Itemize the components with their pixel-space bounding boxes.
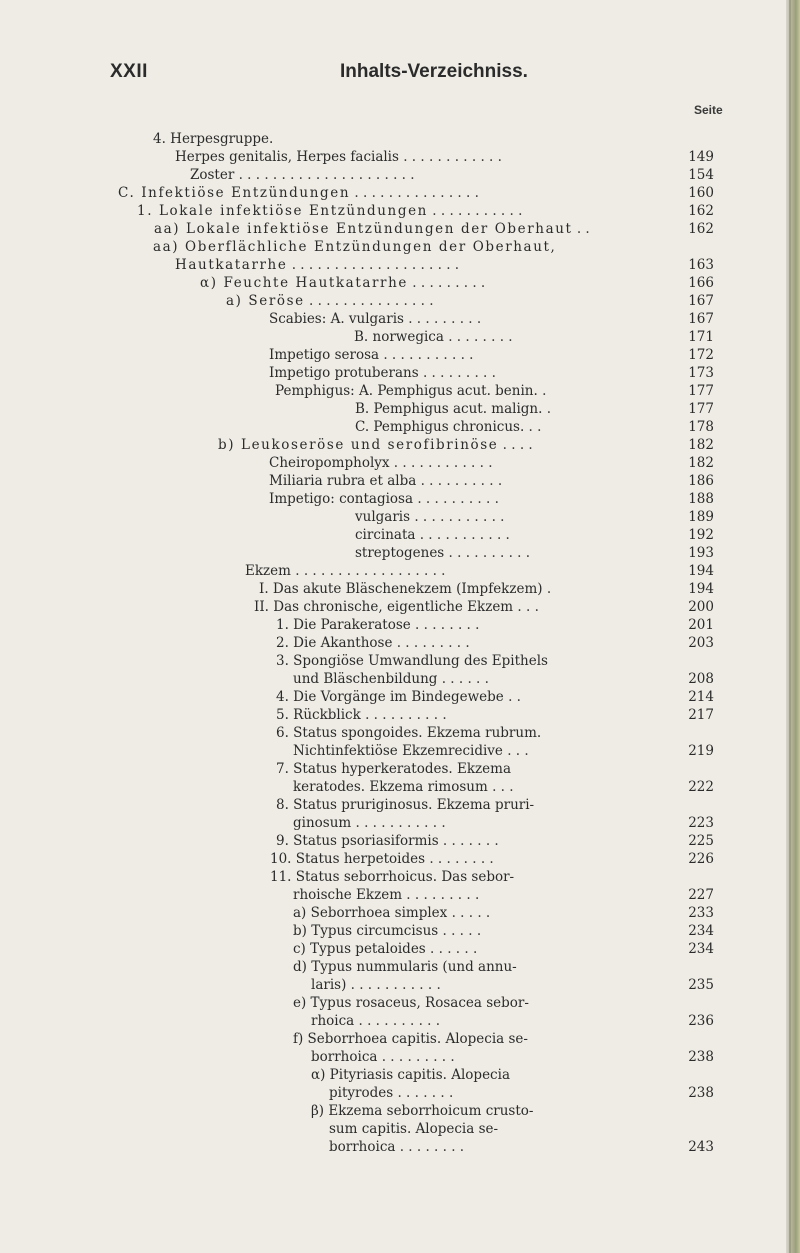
toc-entry — [355, 418, 541, 436]
toc-entry-leader-dots: . . . . . . . . . — [392, 635, 470, 651]
toc-entry-title: aa) Oberflächliche Entzündungen der Oberhaut, — [153, 239, 557, 255]
toc-entry-page-number: 236 — [688, 1013, 714, 1029]
toc-entry-leader-dots: . . . . . . . . . . . . . . . — [350, 185, 479, 201]
toc-entry-page-number: 182 — [688, 455, 714, 471]
toc-entry-title: 1. Lokale infektiöse Entzündungen — [137, 203, 428, 219]
toc-entry-page-number: 225 — [688, 833, 714, 849]
toc-entry-title: circinata — [355, 527, 416, 543]
toc-entry-leader-dots: . . . . . . . . . . . — [346, 977, 441, 993]
toc-entry — [259, 580, 551, 598]
toc-entry — [276, 634, 470, 652]
toc-entry-title: Pemphigus: A. Pemphigus acut. benin. — [275, 383, 538, 399]
toc-entry-page-number: 154 — [688, 167, 714, 183]
toc-entry-page-number: 188 — [688, 491, 714, 507]
toc-entry-title: C. Pemphigus chronicus. — [355, 419, 525, 435]
toc-entry — [293, 940, 477, 958]
toc-entry-title: B. norwegica — [354, 329, 444, 345]
toc-entry-title: laris) — [311, 977, 347, 993]
toc-entry-page-number: 193 — [688, 545, 714, 561]
toc-entry-page-number: 233 — [688, 905, 714, 921]
toc-entry-title: c) Typus petaloides — [293, 941, 426, 957]
toc-entry-leader-dots: . . . . . . . . . . . — [351, 815, 446, 831]
toc-entry-page-number: 235 — [688, 977, 714, 993]
toc-entry-title: 2. Die Akanthose — [276, 635, 393, 651]
toc-entry — [329, 1138, 464, 1156]
toc-entry — [269, 346, 473, 364]
toc-entry — [175, 148, 502, 166]
toc-entry-title: d) Typus nummularis (und annu- — [293, 959, 517, 975]
toc-entry — [293, 904, 490, 922]
toc-entry — [293, 670, 489, 688]
toc-entry-page-number: 238 — [688, 1085, 714, 1101]
toc-entry-leader-dots: . . . — [502, 743, 529, 759]
toc-entry-page-number: 243 — [688, 1139, 714, 1155]
toc-entry-title: I. Das akute Bläschenekzem (Impfekzem) — [259, 581, 543, 597]
toc-entry-page-number: 208 — [688, 671, 714, 687]
toc-entry — [276, 760, 511, 778]
toc-entry-leader-dots: . . . . . . . . — [443, 329, 513, 345]
toc-entry — [269, 454, 493, 472]
toc-entry-page-number: 172 — [688, 347, 714, 363]
toc-entry-title: a) Seröse — [226, 293, 305, 309]
toc-entry-page-number: 178 — [688, 419, 714, 435]
toc-entry — [311, 1012, 440, 1030]
toc-entry-title: B. Pemphigus acut. malign. — [355, 401, 543, 417]
toc-entry — [293, 1030, 528, 1048]
toc-entry-leader-dots: . . . . . . . . . . . — [415, 527, 510, 543]
toc-entry-title: 4. Herpesgruppe. — [153, 131, 274, 147]
toc-entry-leader-dots: . . . . . . . . . . . . — [398, 149, 502, 165]
toc-entry-title: Nichtinfektiöse Ekzemrecidive — [293, 743, 503, 759]
toc-entry-leader-dots: . . . . . . . . . . . — [379, 347, 474, 363]
toc-entry-leader-dots: . . . . . . . . . . . — [427, 203, 523, 219]
toc-entry-leader-dots: . . . . . . . . . . — [360, 707, 447, 723]
toc-entry-leader-dots: . . . . . . . — [438, 833, 499, 849]
toc-entry-title: 8. Status pruriginosus. Ekzema pruri- — [276, 797, 535, 813]
toc-entry — [276, 706, 447, 724]
toc-entry — [269, 310, 481, 328]
toc-entry-page-number: 160 — [688, 185, 714, 201]
toc-entry — [226, 292, 434, 310]
toc-entry — [293, 994, 529, 1012]
toc-entry-title: Impetigo serosa — [269, 347, 380, 363]
toc-entry-leader-dots: . . . . . . . . . . . . . . . — [304, 293, 434, 309]
toc-entry-page-number: 192 — [688, 527, 714, 543]
toc-entry — [269, 472, 502, 490]
toc-entry — [355, 400, 551, 418]
toc-entry — [276, 724, 541, 742]
toc-entry — [293, 814, 446, 832]
toc-entry-page-number: 149 — [688, 149, 714, 165]
toc-entry — [154, 220, 590, 238]
toc-entry — [200, 274, 485, 292]
toc-entry-leader-dots: . . . — [513, 599, 539, 615]
toc-entry-leader-dots: . . . . . . . . . — [377, 1049, 455, 1065]
toc-entry-page-number: 194 — [688, 581, 714, 597]
toc-entry-page-number: 167 — [688, 293, 714, 309]
toc-entry-page-number: 189 — [688, 509, 714, 525]
toc-entry-page-number: 219 — [688, 743, 714, 759]
toc-entry-title: Miliaria rubra et alba — [269, 473, 417, 489]
toc-entry-leader-dots: . . . . . . — [425, 941, 478, 957]
toc-entry-title: 11. Status seborrhoicus. Das sebor- — [270, 869, 515, 885]
toc-entry — [118, 184, 479, 202]
toc-entry-title: b) Leukoseröse und serofibrinöse — [218, 437, 499, 453]
toc-entry-leader-dots: . . . . . . . . . . . . — [389, 455, 493, 471]
toc-entry-page-number: 214 — [688, 689, 714, 705]
toc-entry-title: 5. Rückblick — [276, 707, 361, 723]
toc-entry — [311, 976, 441, 994]
toc-entry — [275, 382, 546, 400]
toc-entry-leader-dots: . . . . . — [447, 905, 491, 921]
toc-entry-page-number: 227 — [688, 887, 714, 903]
toc-entry-leader-dots: . . . . . . . . — [395, 1139, 465, 1155]
toc-entry-page-number: 167 — [688, 311, 714, 327]
toc-entry-title: rhoica — [311, 1013, 355, 1029]
toc-entry-page-number: 177 — [688, 383, 714, 399]
toc-entry-title: C. Infektiöse Entzündungen — [118, 185, 351, 201]
toc-entry-leader-dots: . . . . . . . — [393, 1085, 454, 1101]
toc-entry — [329, 1084, 453, 1102]
toc-entry — [218, 436, 533, 454]
toc-entry — [293, 886, 479, 904]
toc-entry — [153, 238, 556, 256]
toc-entry-page-number: 238 — [688, 1049, 714, 1065]
toc-entry — [137, 202, 522, 220]
toc-entry — [245, 562, 445, 580]
toc-entry-leader-dots: . . . . . . . . . — [418, 365, 496, 381]
toc-entry — [355, 508, 504, 526]
toc-entry-leader-dots: . . . . . . . . . — [407, 275, 486, 291]
toc-entry-page-number: 223 — [688, 815, 714, 831]
toc-entry-title: rhoische Ekzem — [293, 887, 402, 903]
toc-entry-title: Scabies: A. vulgaris — [269, 311, 404, 327]
toc-entry-page-number: 166 — [688, 275, 714, 291]
toc-entry-title: 6. Status spongoides. Ekzema rubrum. — [276, 725, 542, 741]
toc-entry-title: a) Seborrhoea simplex — [293, 905, 448, 921]
toc-entry-title: 9. Status psoriasiformis — [276, 833, 439, 849]
toc-entry-page-number: 200 — [688, 599, 714, 615]
toc-entry — [276, 832, 499, 850]
toc-entry-page-number: 234 — [688, 923, 714, 939]
toc-entry-title: Herpes genitalis, Herpes facialis — [175, 149, 399, 165]
toc-entry — [190, 166, 415, 184]
toc-entry-leader-dots: . . . . . . . . . . . . . . . . . . . . . — [234, 167, 415, 183]
toc-entry — [276, 796, 534, 814]
page-header — [0, 61, 780, 91]
toc-entry-title: II. Das chronische, eigentliche Ekzem — [254, 599, 514, 615]
toc-entry-title: f) Seborrhoea capitis. Alopecia se- — [293, 1031, 528, 1047]
page-title: Inhalts-Verzeichniss. — [340, 61, 528, 82]
toc-entry-title: Ekzem — [245, 563, 291, 579]
toc-entry-leader-dots: . . . — [487, 779, 514, 795]
toc-entry — [355, 526, 510, 544]
toc-entry-page-number: 162 — [688, 203, 714, 219]
toc-entry-title: vulgaris — [355, 509, 411, 525]
toc-entry-leader-dots: . . . . — [498, 437, 533, 453]
toc-entry-leader-dots: . . . . . . . . . . — [354, 1013, 441, 1029]
toc-entry-title: Impetigo protuberans — [269, 365, 419, 381]
toc-entry-title: 7. Status hyperkeratodes. Ekzema — [276, 761, 511, 777]
toc-entry-page-number: 217 — [688, 707, 714, 723]
toc-entry — [354, 328, 513, 346]
toc-entry-leader-dots: . . — [503, 689, 521, 705]
toc-entry-leader-dots: . . . . . . . . . . — [444, 545, 531, 561]
toc-entry-title: ginosum — [293, 815, 352, 831]
toc-entry-leader-dots: . . — [572, 221, 590, 237]
toc-entry-title: b) Typus circumcisus — [293, 923, 439, 939]
toc-entry-title: und Bläschenbildung — [293, 671, 438, 687]
toc-entry-leader-dots: . . . . . . . . . — [403, 311, 482, 327]
toc-entry — [276, 652, 548, 670]
toc-entry-page-number: 194 — [688, 563, 714, 579]
toc-entry-page-number: 201 — [688, 617, 714, 633]
toc-entry — [293, 922, 481, 940]
toc-entry — [293, 742, 529, 760]
toc-entry — [270, 868, 514, 886]
toc-entry — [276, 616, 479, 634]
toc-entry-title: borrhoica — [329, 1139, 396, 1155]
toc-entry-title: β) Ekzema seborrhoicum crusto- — [311, 1103, 534, 1119]
toc-entry-page-number: 222 — [688, 779, 714, 795]
toc-entry — [175, 256, 459, 274]
toc-entry-page-number: 171 — [688, 329, 714, 345]
toc-entry-leader-dots: . . . . . . . . — [425, 851, 494, 867]
toc-entry-title: Impetigo: contagiosa — [269, 491, 414, 507]
toc-entry-page-number: 173 — [688, 365, 714, 381]
toc-entry-page-number: 182 — [688, 437, 714, 453]
toc-entry-title: pityrodes — [329, 1085, 394, 1101]
toc-entry-leader-dots: . . . . . . — [437, 671, 489, 687]
toc-entry-leader-dots: . . — [524, 419, 542, 435]
toc-entry-page-number: 163 — [688, 257, 714, 273]
toc-entry-page-number: 177 — [688, 401, 714, 417]
toc-entry-title: streptogenes — [355, 545, 445, 561]
toc-entry-title: 4. Die Vorgänge im Bindegewebe — [276, 689, 504, 705]
toc-entry-leader-dots: . . . . . . . . . . . — [410, 509, 505, 525]
toc-entry-title: borrhoica — [311, 1049, 378, 1065]
seite-column-label: Seite — [694, 103, 723, 117]
page-number-roman: XXII — [110, 61, 148, 82]
toc-entry-page-number: 162 — [688, 221, 714, 237]
toc-entry — [311, 1102, 533, 1120]
toc-entry-page-number: 226 — [688, 851, 714, 867]
toc-entry — [311, 1048, 455, 1066]
toc-entry-title: 10. Status herpetoides — [270, 851, 426, 867]
toc-entry — [293, 778, 514, 796]
toc-entry-leader-dots: . . . . . . . . . . — [413, 491, 499, 507]
toc-entry — [311, 1066, 510, 1084]
toc-entry-leader-dots: . — [542, 581, 552, 597]
toc-entry-leader-dots: . — [537, 383, 547, 399]
toc-entry-leader-dots: . . . . . . . . . . . . . . . . . . . . — [287, 257, 460, 273]
toc-entry — [269, 490, 499, 508]
toc-entry-title: 3. Spongiöse Umwandlung des Epithels — [276, 653, 548, 669]
toc-entry-page-number: 203 — [688, 635, 714, 651]
toc-entry-title: e) Typus rosaceus, Rosacea sebor- — [293, 995, 529, 1011]
toc-entry — [355, 544, 530, 562]
toc-entry-leader-dots: . . . . . . . . . . — [416, 473, 503, 489]
toc-entry-leader-dots: . . . . . — [438, 923, 482, 939]
toc-entry-title: sum capitis. Alopecia se- — [329, 1121, 499, 1137]
page-binding-edge — [786, 0, 800, 1253]
toc-entry — [276, 688, 521, 706]
toc-entry-leader-dots: . . . . . . . . . — [402, 887, 480, 903]
toc-entry-leader-dots: . . . . . . . . — [410, 617, 480, 633]
toc-entry — [254, 598, 539, 616]
toc-entry-leader-dots: . — [542, 401, 551, 417]
toc-entry-title: keratodes. Ekzema rimosum — [293, 779, 488, 795]
toc-entry-page-number: 234 — [688, 941, 714, 957]
toc-entry — [293, 958, 517, 976]
toc-entry-title: 1. Die Parakeratose — [276, 617, 411, 633]
toc-entry-title: α) Feuchte Hautkatarrhe — [200, 275, 408, 291]
toc-entry — [329, 1120, 498, 1138]
toc-entry-leader-dots: . . . . . . . . . . . . . . . . . . — [290, 563, 446, 579]
toc-entry-title: Hautkatarrhe — [175, 257, 288, 273]
toc-entry-title: Cheiropompholyx — [269, 455, 390, 471]
toc-entry — [269, 364, 496, 382]
toc-entry-page-number: 186 — [688, 473, 714, 489]
toc-entry-title: Zoster — [190, 167, 235, 183]
toc-entry — [270, 850, 494, 868]
toc-entry-title: aa) Lokale infektiöse Entzündungen der Oberhaut — [154, 221, 573, 237]
toc-entry — [153, 130, 273, 148]
toc-entry-title: α) Pityriasis capitis. Alopecia — [311, 1067, 510, 1083]
